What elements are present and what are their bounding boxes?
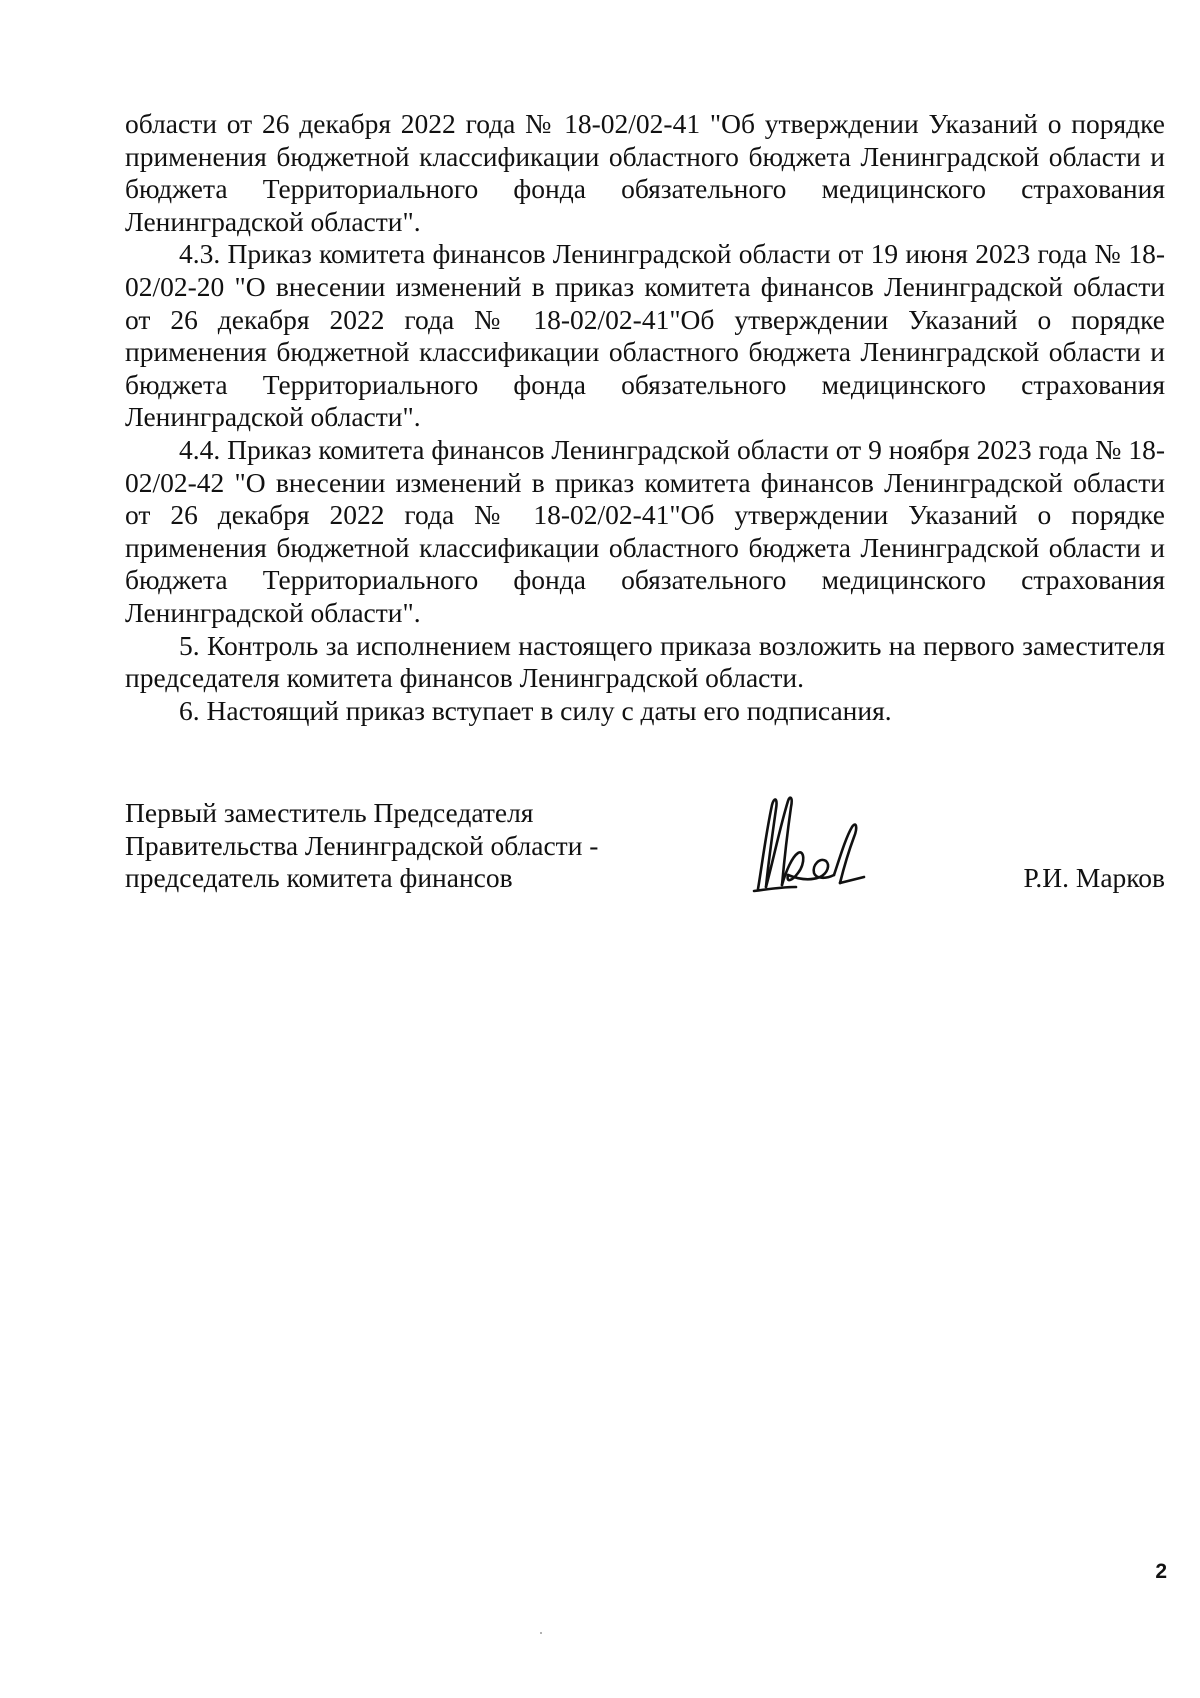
paragraph-4-4: 4.4. Приказ комитета финансов Ленинградской области от 9 ноября 2023 года № 18-02/02-42 "О внесении изменений в приказ комитета финансов Ленинградской области от 26 декабря 2022 года № 18-02/02-41"Об утверждении Указаний о порядке применения бюджетной классификации областного бюджета Ленинградской области и бюджета Территориального фонда обязательного медицинского страхования Ленинградской области". — [125, 433, 1165, 628]
signer-position-line: Первый заместитель Председателя — [125, 797, 534, 828]
page-number: 2 — [1155, 1560, 1167, 1583]
paragraph-6: 6. Настоящий приказ вступает в силу с даты его подписания. — [179, 694, 892, 726]
signer-position-line: Правительства Ленинградской области - — [125, 829, 599, 861]
paragraph-4-3: 4.3. Приказ комитета финансов Ленинградской области от 19 июня 2023 года № 18-02/02-20 "О внесении изменений в приказ комитета финансов Ленинградской области от 26 декабря 2022 года № 18-02/02-41"Об утверждении Указаний о порядке применения бюджетной классификации областного бюджета Ленинградской области и бюджета Территориального фонда обязательного медицинского страхования Ленинградской области". — [125, 238, 1165, 433]
scan-artifact-dot — [540, 1632, 542, 1634]
paragraph-5: 5. Контроль за исполнением настоящего приказа возложить на первого заместителя председателя комитета финансов Ленинградской области. — [125, 629, 1165, 694]
signer-position-line: председатель комитета финансов — [125, 862, 513, 894]
document-body — [125, 108, 1165, 727]
signer-name: Р.И. Марков — [1023, 862, 1165, 893]
signer-position — [125, 797, 685, 895]
signature-block — [125, 797, 1165, 907]
handwritten-signature — [740, 787, 870, 897]
paragraph-continuation: области от 26 декабря 2022 года № 18-02/02-41 "Об утверждении Указаний о порядке применения бюджетной классификации областного бюджета Ленинградской области и бюджета Территориального фонда обязательного медицинского страхования Ленинградской области". — [125, 108, 1165, 237]
